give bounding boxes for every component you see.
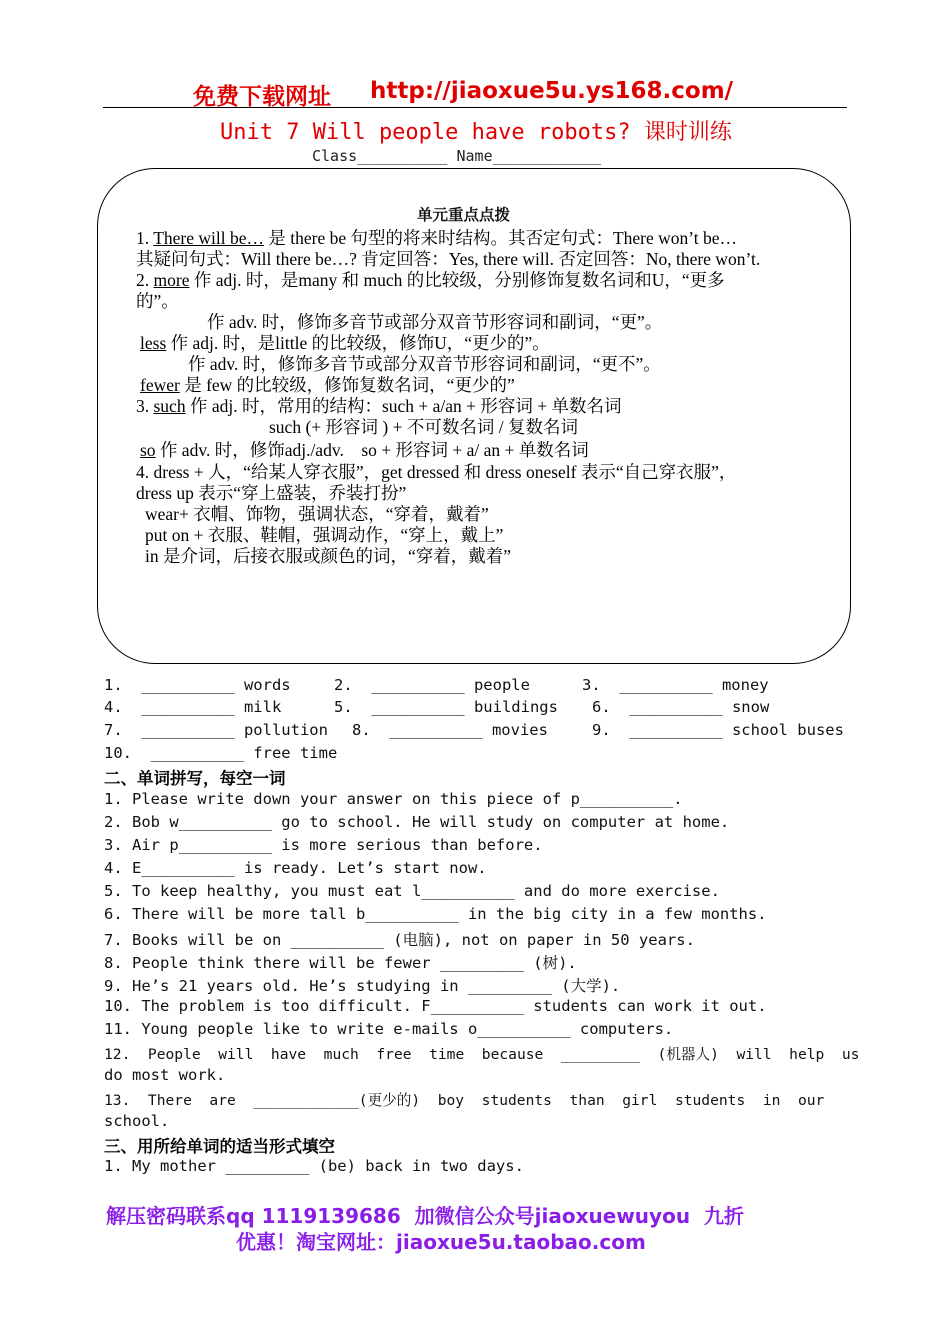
kp-term-there-will-be: There will be… [153,228,264,248]
section3-heading: 三、用所给单词的适当形式填空 [104,1137,335,1156]
kp-line-16: in 是介词，后接衣服或颜色的词，“穿着，戴着” [145,546,512,566]
vocab-item-6: 6. __________ snow [592,698,770,716]
spelling-item-12: 12. People will have much free time because _________ (机器人) will help us [104,1046,860,1063]
download-url-link[interactable]: http://jiaoxue5u.ys168.com/ [370,78,734,104]
spelling-item-8: 8. People think there will be fewer _________ (树). [104,954,577,972]
kp-line-4: 的”。 [136,291,179,311]
vocab-row-hidden-1: 1. __________ words [104,676,291,694]
class-name-line: Class__________ Name____________ [312,147,601,165]
spelling-item-6: 6. There will be more tall b__________ in the big city in a few months. [104,905,767,923]
spelling-item-5: 5. To keep healthy, you must eat l__________ and do more exercise. [104,882,720,900]
form-item-1: 1. My mother _________ (be) back in two days. [104,1157,524,1175]
footer-contact-line: 解压密码联系qq 1119139686 加微信公众号jiaoxuewuyou 九折 [106,1204,744,1228]
kp-text: 作 adj. 时，是many 和 much 的比较级，分别修饰复数名词和U，“更多 [189,270,725,290]
kp-line-12: 4. dress + 人，“给某人穿衣服”，get dressed 和 dress oneself 表示“自己穿衣服”， [136,462,737,482]
kp-line-13: dress up 表示“穿上盛装，乔装打扮” [136,483,407,503]
spelling-item-12-cont: do most work. [104,1066,226,1084]
spelling-item-3: 3. Air p__________ is more serious than before. [104,836,543,854]
kp-line-3 [136,267,725,292]
kp-num: 1. [136,228,154,248]
key-points-heading: 单元重点点拨 [417,206,511,224]
kp-line-2: 其疑问句式：Will there be…? 肯定回答：Yes, there will. 否定回答：No, there won’t. [136,249,761,269]
kp-line-10: such (+ 形容词 ) + 不可数名词 / 复数名词 [269,417,578,437]
header-rule [103,107,847,108]
vocab-item-5: 5. __________ buildings [334,698,558,716]
kp-term-such: such [153,396,186,416]
kp-line-7: 作 adv. 时，修饰多音节或部分双音节形容词和副词，“更不”。 [188,354,661,374]
kp-num: 3. [136,396,154,416]
download-label: 免费下载网址 [193,84,331,110]
kp-text: 是 few 的比较级，修饰复数名词，“更少的” [179,375,515,395]
vocab-item-4: 4. __________ milk [104,698,282,716]
kp-line-14: wear+ 衣帽、饰物，强调状态，“穿着，戴着” [145,504,489,524]
kp-text: 作 adv. 时，修饰adj./adv. so + 形容词 + a/ an + 单数名词 [155,440,589,460]
section2-heading: 二、单词拼写，每空一词 [104,769,286,788]
kp-term-less: less [140,333,167,353]
spelling-item-1: 1. Please write down your answer on this piece of p__________. [104,790,683,808]
spelling-item-11: 11. Young people like to write e-mails o__________ computers. [104,1020,674,1038]
kp-text: 是 there be 句型的将来时结构。其否定句式：There won’t be… [263,228,738,248]
kp-term-fewer: fewer [140,375,180,395]
vocab-row-hidden-3: 3. __________ money [582,676,769,694]
spelling-item-7: 7. Books will be on __________ (电脑), not on paper in 50 years. [104,931,695,949]
kp-line-5: 作 adv. 时，修饰多音节或部分双音节形容词和副词，“更”。 [207,312,663,332]
vocab-row-hidden-2: 2. __________ people [334,676,530,694]
vocab-item-8: 8. __________ movies [352,721,548,739]
spelling-item-9: 9. He’s 21 years old. He’s studying in _________ (大学). [104,977,621,995]
vocab-item-7: 7. __________ pollution [104,721,328,739]
spelling-item-10: 10. The problem is too difficult. F__________ students can work it out. [104,997,767,1015]
kp-line-15: put on + 衣服、鞋帽，强调动作，“穿上，戴上” [145,525,504,545]
spelling-item-13-cont: school. [104,1112,170,1130]
kp-text: 作 adj. 时，常用的结构：such + a/an + 形容词 + 单数名词 [185,396,622,416]
vocab-item-10: 10. __________ free time [104,744,338,762]
spelling-item-13: 13. There are ____________(更少的) boy students than girl students in our [104,1092,825,1109]
kp-text: 作 adj. 时，是little 的比较级，修饰U，“更少的”。 [166,333,550,353]
spelling-item-2: 2. Bob w__________ go to school. He will study on computer at home. [104,813,730,831]
kp-num: 2. [136,270,154,290]
spelling-item-4: 4. E__________ is ready. Let’s start now. [104,859,487,877]
kp-term-so: so [140,440,156,460]
vocab-item-9: 9. __________ school buses [592,721,844,739]
page-title: Unit 7 Will people have robots? 课时训练 [220,120,732,145]
kp-term-more: more [153,270,190,290]
footer-shop-line[interactable]: 优惠！淘宝网址：jiaoxue5u.taobao.com [236,1230,646,1254]
